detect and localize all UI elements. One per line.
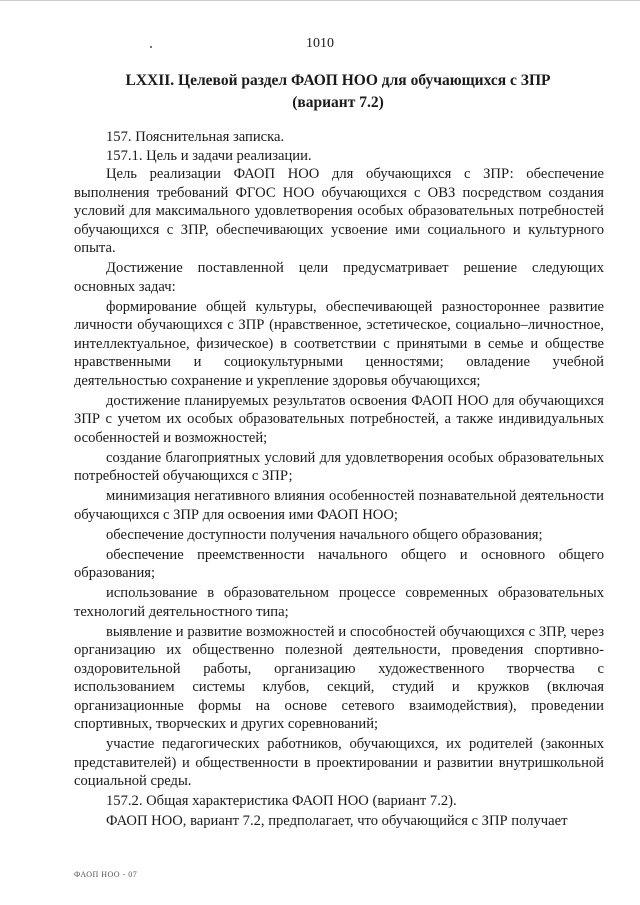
list-item-task-8: выявление и развитие возможностей и способностей обучающихся с ЗПР, через организацию их общественно полезной деятельности, проведения спортивно-оздоровительной работы, организацию художественного творчества с использованием системы клубов, секций, студий и кружков (включая организационные формы на основе сетевого взаимодействия), проведении спортивных, творческих и других соревнований; [74,623,604,732]
list-item-task-6: обеспечение преемственности начального общего и основного общего образования; [74,546,604,581]
paragraph-variant-description: ФАОП НОО, вариант 7.2, предполагает, что обучающийся с ЗПР получает [106,813,568,829]
list-item-task-2: достижение планируемых результатов освоения ФАОП НОО для обучающихся ЗПР с учетом их особых образовательных потребностей, а также индивидуальных особенностей и возможностей; [74,392,604,446]
paragraph-goal: Цель реализации ФАОП НОО для обучающихся с ЗПР: обеспечение выполнения требований ФГОС НОО обучающихся с ОВЗ посредством создания условий для максимального удовлетворения особых образовательных потребностей обучающихся с ЗПР, обеспечивающих усвоение ими социального и культурного опыта. [74,166,604,256]
paragraph-general-characteristics: 157.2. Общая характеристика ФАОП НОО (вариант 7.2). [106,793,457,809]
scan-edge-line [0,0,640,1]
paragraph-explanatory-note: 157. Пояснительная записка. [106,129,285,145]
list-item-task-7: использование в образовательном процессе современных образовательных технологий деятельностного типа; [74,585,604,620]
list-item-task-9: участие педагогических работников, обучающихся, их родителей (законных представителей) и общественности в проектировании и развитии внутришкольной социальной среды. [74,736,604,789]
list-item-task-3: создание благоприятных условий для удовлетворения особых образовательных потребностей обучающихся с ЗПР; [74,449,604,484]
section-heading [60,70,616,114]
list-item-task-1: формирование общей культуры, обеспечивающей разностороннее развитие личности обучающихся с ЗПР (нравственное, эстетическое, социально–личностное, интеллектуальное, физическое) в соответствии с принятыми в семье и обществе нравственными и социокультурными ценностями; овладение учебной деятельностью сохранение и укрепление здоровья обучающихся; [74,298,604,389]
document-body [74,128,604,831]
section-heading-line-2: (вариант 7.2) [292,94,384,111]
paragraph-goals-title: 157.1. Цель и задачи реализации. [106,147,312,164]
list-item-task-5: обеспечение доступности получения начального общего образования; [106,526,543,543]
section-heading-line-1: LXXII. Целевой раздел ФАОП НОО для обучающихся с ЗПР [125,72,551,89]
list-item-task-4: минимизация негативного влияния особенностей познавательной деятельности обучающихся с ЗПР для освоения ими ФАОП НОО; [74,488,604,523]
page-number: 1010 [306,36,334,51]
paragraph-tasks-intro: Достижение поставленной цели предусматривает решение следующих основных задач: [74,260,604,295]
footer-stamp: ФАОП НОО - 07 [74,870,138,879]
